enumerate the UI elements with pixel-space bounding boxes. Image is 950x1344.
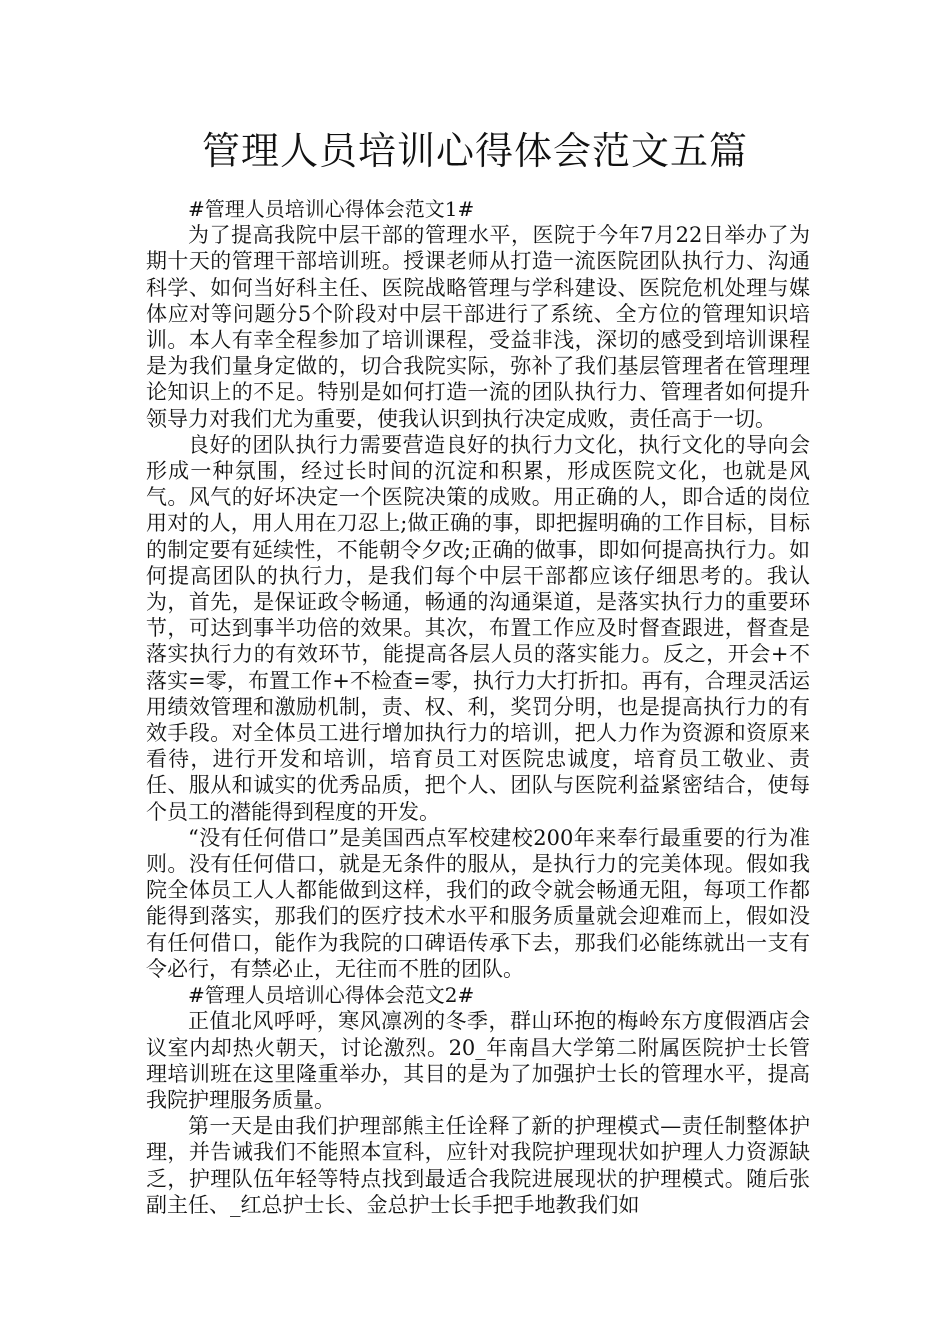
paragraph-2: 良好的团队执行力需要营造良好的执行力文化，执行文化的导向会形成一种氛围，经过长时间的沉淀和积累，形成医院文化，也就是风气。风气的好坏决定一个医院决策的成败。用正确的人，即合适的岗位用对的人，用人用在刀忍上;做正确的事，即把握明确的工作目标，目标的制定要有延续性，不能朝令夕改;正确的做事，即如何提高执行力。如何提高团队的执行力，是我们每个中层干部都应该仔细思考的。我认为，首先，是保证政令畅通，畅通的沟通渠道，是落实执行力的重要环节，可达到事半功倍的效果。其次，布置工作应及时督查跟进，督查是落实执行力的有效环节，能提高各层人员的落实能力。反之，开会+不落实=零，布置工作+不检查=零，执行力大打折扣。再有，合理灵活运用绩效管理和激励机制，责、权、利，奖罚分明，也是提高执行力的有效手段。对全体员工进行增加执行力的培训，把人力作为资源和资原来看待，进行开发和培训，培育员工对医院忠诚度，培育员工敬业、责任、服从和诚实的优秀品质，把个人、团队与医院利益紧密结合，使每个员工的潜能得到程度的开发。 <box>146 432 810 824</box>
paragraph-3: “没有任何借口”是美国西点军校建校200年来奉行最重要的行为准则。没有任何借口，就是无条件的服从，是执行力的完美体现。假如我院全体员工人人都能做到这样，我们的政令就会畅通无阻，每项工作都能得到落实，那我们的医疗技术水平和服务质量就会迎难而上，假如没有任何借口，能作为我院的口碑语传承下去，那我们必能练就出一支有令必行，有禁必止，无往而不胜的团队。 <box>146 825 810 981</box>
document-body <box>146 196 810 1218</box>
page-title: 管理人员培训心得体会范文五篇 <box>201 129 748 173</box>
section-heading-2: #管理人员培训心得体会范文2# <box>188 983 475 1008</box>
section-heading-1: #管理人员培训心得体会范文1# <box>188 197 475 221</box>
paragraph-1: 为了提高我院中层干部的管理水平，医院于今年7月22日举办了为期十天的管理干部培训班。授课老师从打造一流医院团队执行力、沟通科学、如何当好科主任、医院战略管理与学科建设、医院危机处理与媒体应对等问题分5个阶段对中层干部进行了系统、全方位的管理知识培训。本人有幸全程参加了培训课程，受益非浅，深切的感受到培训课程是为我们量身定做的，切合我院实际，弥补了我们基层管理者在管理理论知识上的不足。特别是如何打造一流的团队执行力、管理者如何提升领导力对我们尤为重要，使我认识到执行决定成败，责任高于一切。 <box>146 223 810 431</box>
paragraph-4: 正值北风呼呼，寒风凛冽的冬季，群山环抱的梅岭东方度假酒店会议室内却热火朝天，讨论激烈。20_年南昌大学第二附属医院护士长管理培训班在这里隆重举办，其目的是为了加强护士长的管理水平，提高我院护理服务质量。 <box>146 1009 810 1112</box>
paragraph-5: 第一天是由我们护理部熊主任诠释了新的护理模式—责任制整体护理，并告诫我们不能照本宣科，应针对我院护理现状如护理人力资源缺乏，护理队伍年轻等特点找到最适合我院进展现状的护理模式。随后张副主任、_红总护士长、金总护士长手把手地教我们如 <box>146 1114 810 1217</box>
